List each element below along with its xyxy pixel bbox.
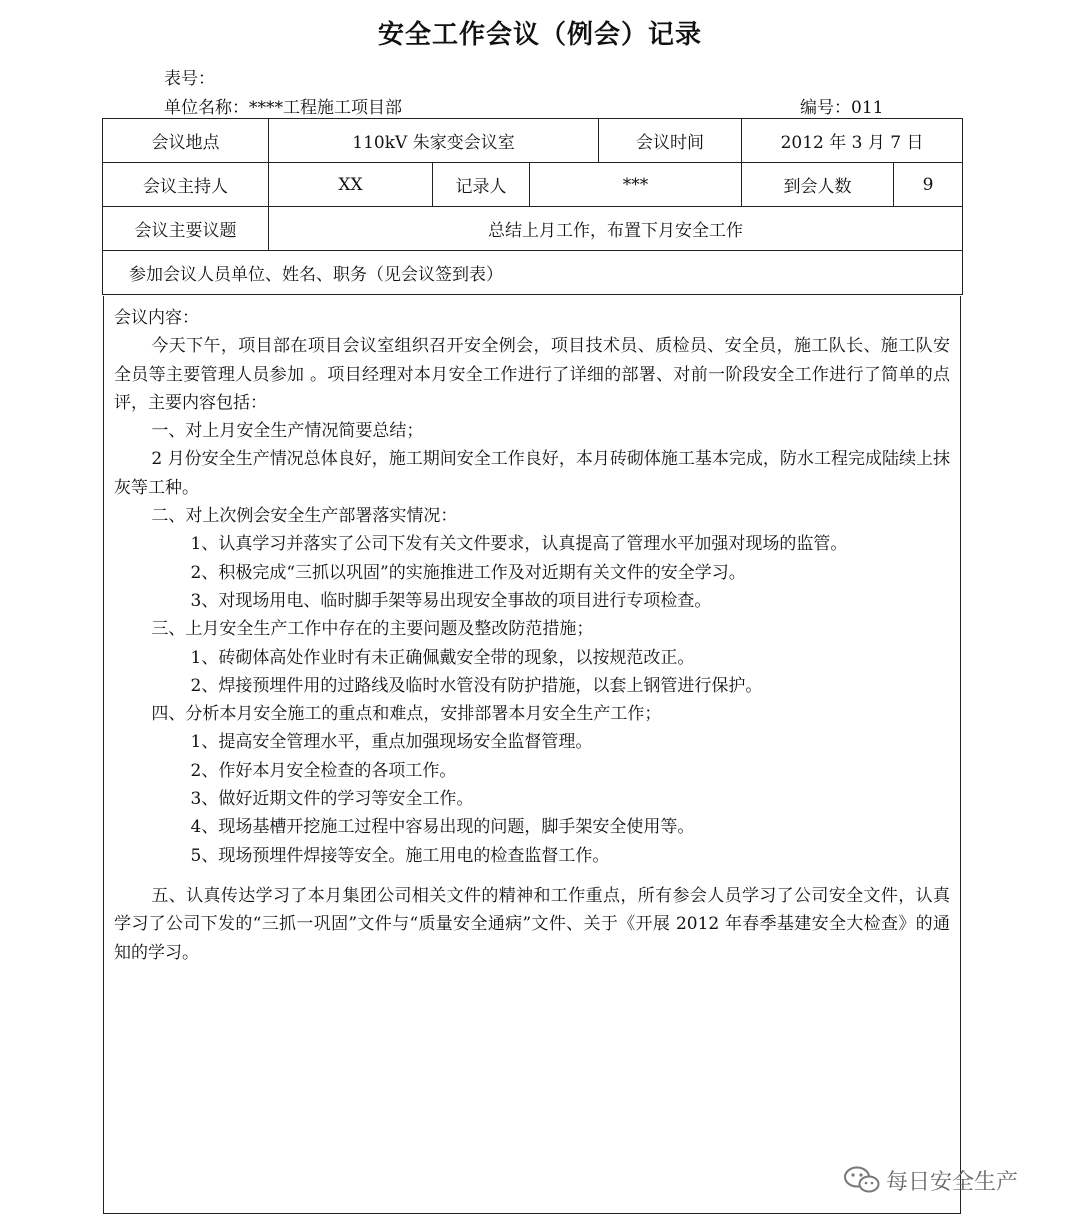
host-label: 会议主持人 (103, 163, 269, 207)
place-label: 会议地点 (103, 119, 269, 163)
document-title: 安全工作会议（例会）记录 (377, 20, 702, 50)
recorder-label: 记录人 (433, 163, 530, 207)
list-item: 2、焊接预埋件用的过路线及临时水管没有防护措施，以套上钢管进行保护。 (190, 675, 763, 696)
list-item: 2、作好本月安全检查的各项工作。 (190, 760, 457, 781)
list-item: 1、提高安全管理水平，重点加强现场安全监督管理。 (190, 732, 593, 753)
section-2-title: 二、对上次例会安全生产部署落实情况： (151, 506, 458, 527)
attendees-label: 到会人数 (742, 163, 894, 207)
list-item: 2、积极完成“三抓以巩固”的实施推进工作及对近期有关文件的安全学习。 (190, 562, 746, 583)
wechat-icon (842, 1164, 882, 1202)
host-value: XX (269, 163, 433, 207)
recorder-value: *** (530, 163, 742, 207)
section-3-title: 三、上月安全生产工作中存在的主要问题及整改防范措施； (151, 619, 594, 640)
section-1-body: 2 月份安全生产情况总体良好，施工期间安全工作良好，本月砖砌体施工基本完成，防水工程完成陆续上抹灰等工种。 (114, 449, 950, 498)
list-item: 3、对现场用电、临时脚手架等易出现安全事故的项目进行专项检查。 (190, 590, 712, 611)
unit-name: 单位名称：****工程施工项目部 (164, 98, 402, 118)
topic-value: 总结上月工作，布置下月安全工作 (269, 207, 963, 251)
list-item: 4、现场基槽开挖施工过程中容易出现的问题，脚手架安全使用等。 (190, 817, 695, 838)
list-item: 1、砖砌体高处作业时有未正确佩戴安全带的现象，以按规范改正。 (190, 647, 695, 668)
content-heading: 会议内容： (114, 308, 199, 328)
watermark (842, 1164, 1018, 1202)
section-4-title: 四、分析本月安全施工的重点和难点，安排部署本月安全生产工作； (151, 704, 662, 725)
time-value: 2012 年 3 月 7 日 (742, 119, 963, 163)
meeting-info-table (102, 118, 963, 295)
topic-label: 会议主要议题 (103, 207, 269, 251)
place-value: 110kV 朱家变会议室 (269, 119, 599, 163)
list-item: 1、认真学习并落实了公司下发有关文件要求，认真提高了管理水平加强对现场的监管。 (190, 534, 848, 555)
attendees-value: 9 (894, 163, 963, 207)
serial-number: 编号：011 (800, 98, 884, 118)
list-item: 5、现场预埋件焊接等安全。施工用电的检查监督工作。 (190, 845, 610, 866)
form-number-label: 表号： (164, 69, 215, 89)
section-5-body: 五、认真传达学习了本月集团公司相关文件的精神和工作重点，所有参会人员学习了公司安全文件，认真学习了公司下发的“三抓一巩固”文件与“质量安全通病”文件、关于《开展 2012 年春季基建安全大检查》的通知的学习。 (114, 885, 950, 963)
meeting-content (103, 296, 961, 1214)
content-intro: 今天下午，项目部在项目会议室组织召开安全例会，项目技术员、质检员、安全员，施工队长、施工队安全员等主要管理人员参加 。项目经理对本月安全工作进行了详细的部署、对前一阶段安全工作进行了简单的点评，主要内容包括： (114, 336, 950, 413)
watermark-text: 每日安全生产 (886, 1170, 1019, 1195)
time-label: 会议时间 (599, 119, 742, 163)
section-1-title: 一、对上月安全生产情况简要总结； (151, 421, 424, 442)
list-item: 3、做好近期文件的学习等安全工作。 (190, 789, 474, 810)
participants-note: 参加会议人员单位、姓名、职务（见会议签到表） (103, 251, 963, 295)
